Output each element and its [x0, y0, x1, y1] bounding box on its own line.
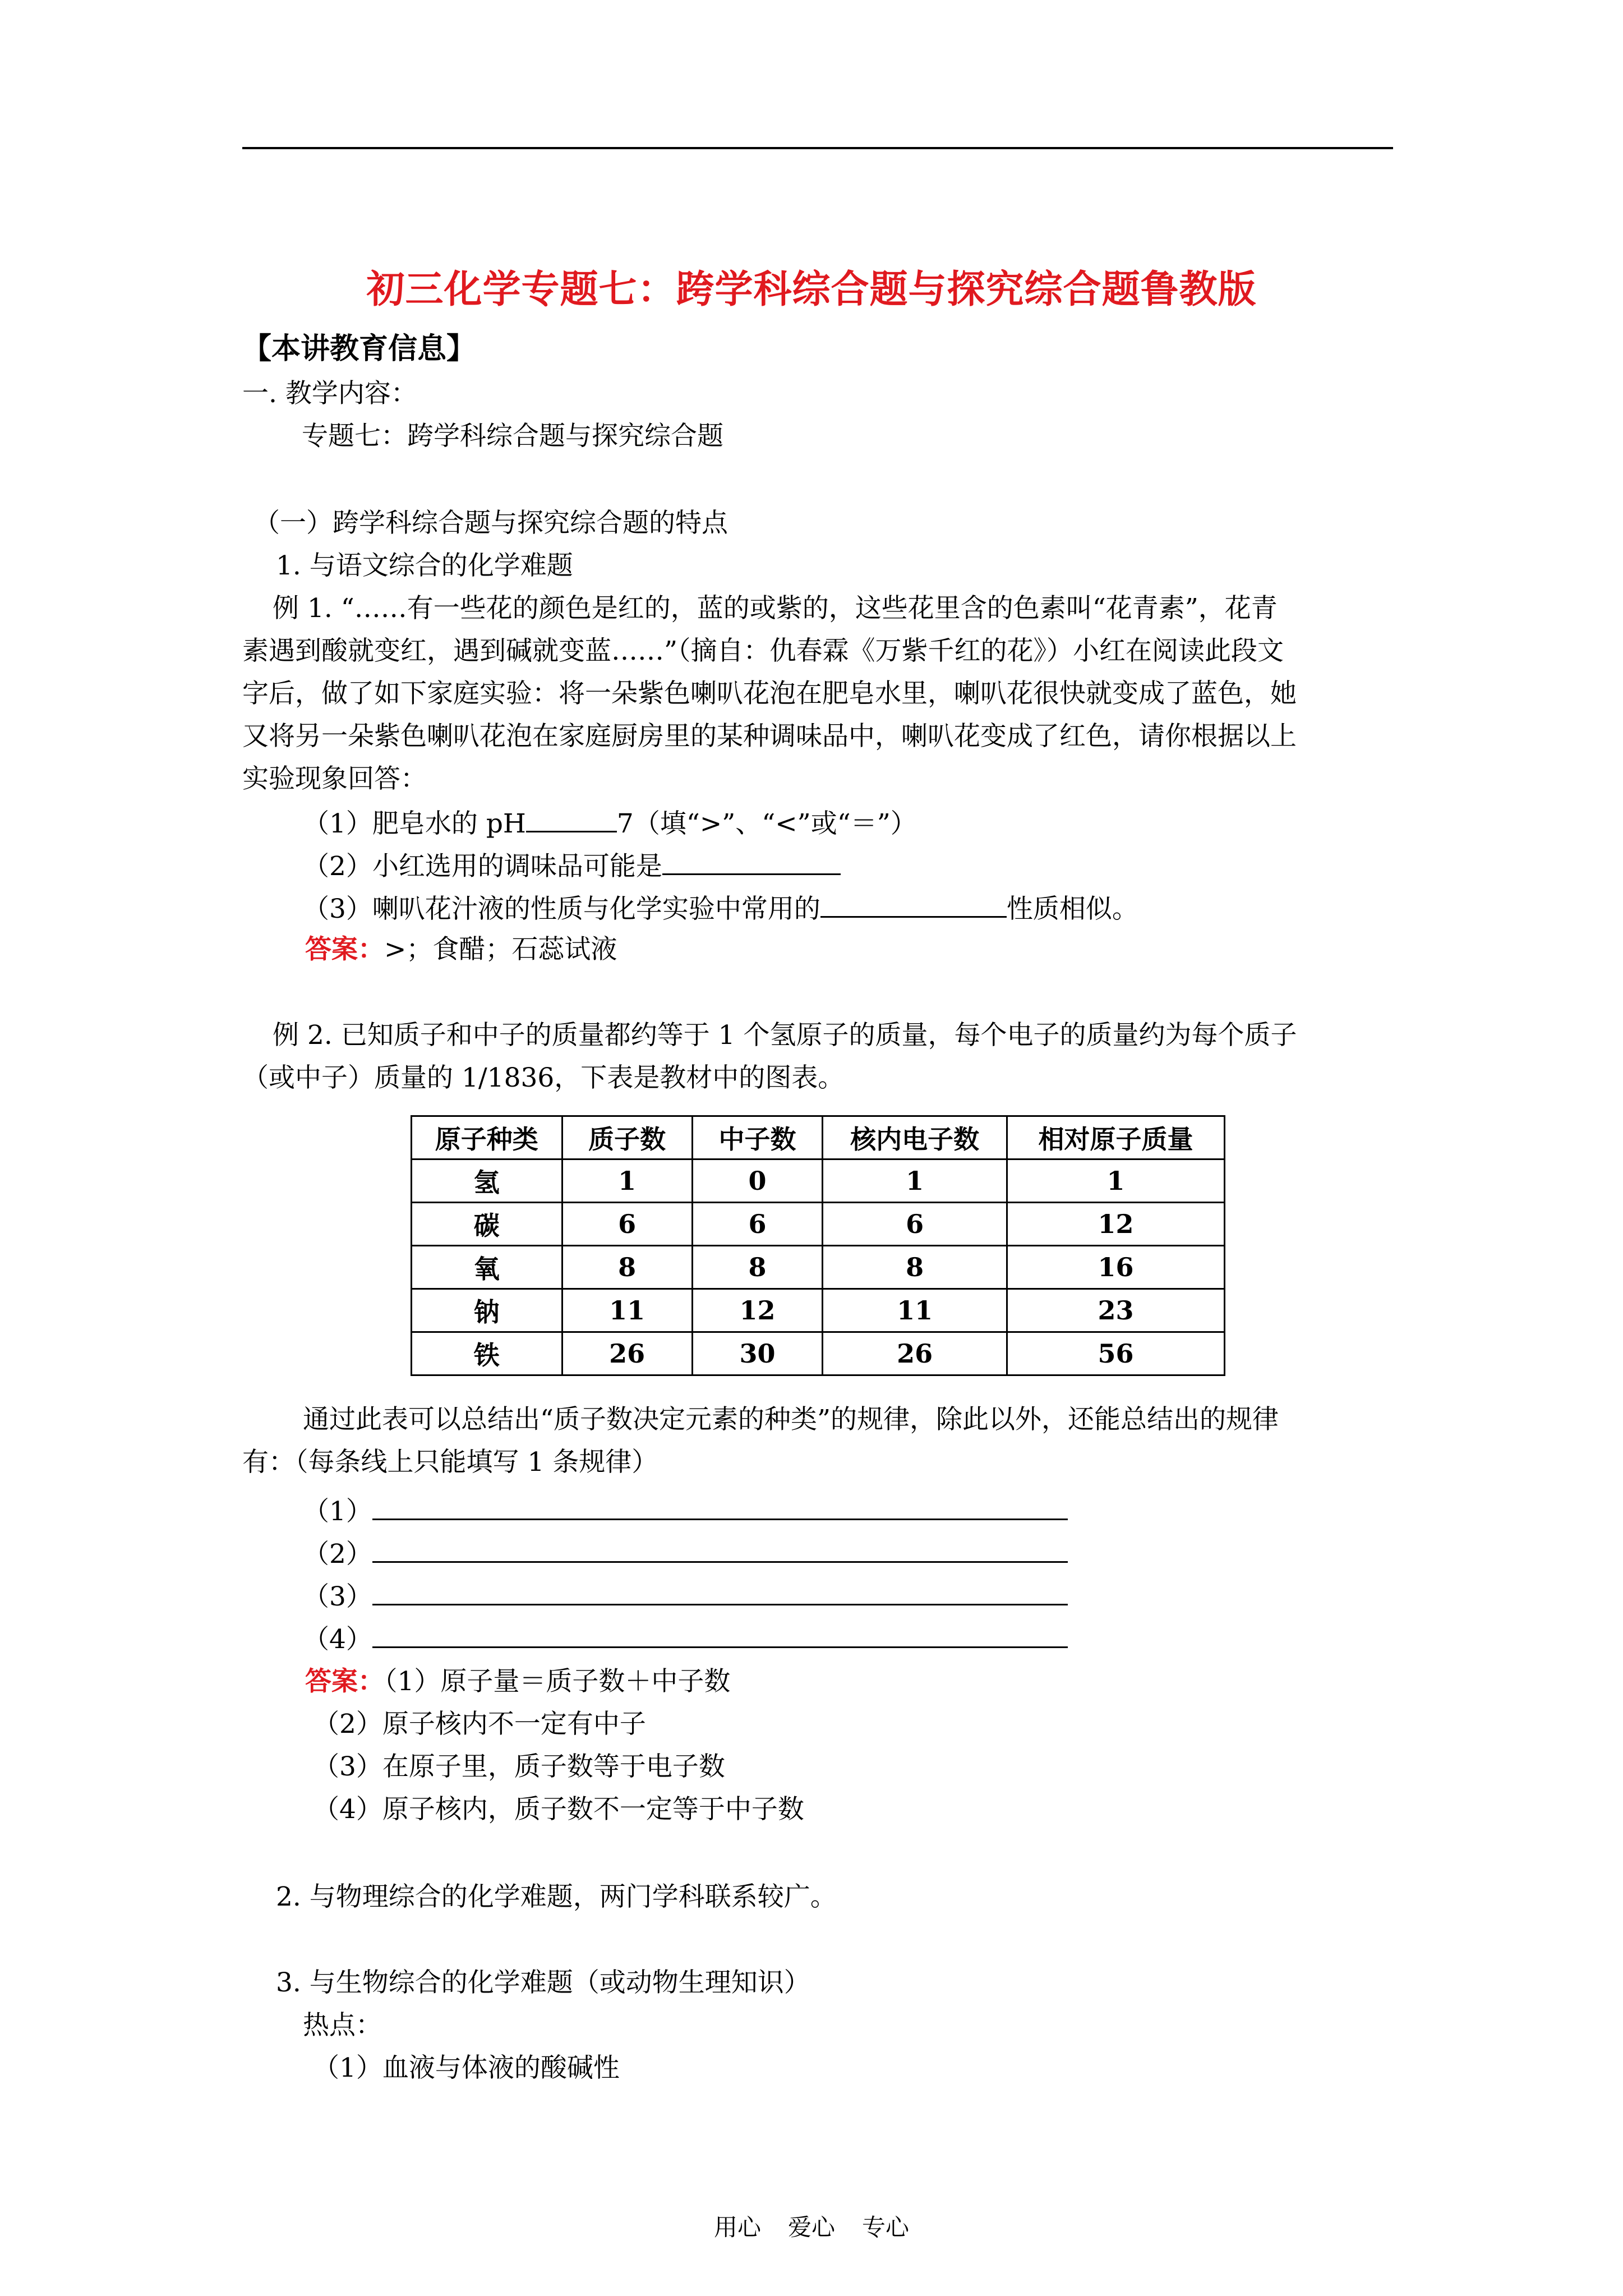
table-cell: 56: [1007, 1332, 1225, 1375]
answer-line-4: （4）原子核内，质子数不一定等于中子数: [313, 1794, 804, 1825]
table-cell: 11: [823, 1289, 1007, 1332]
table-row: [412, 1246, 1225, 1289]
atom-table: [411, 1115, 1225, 1376]
item1-heading: 1. 与语文综合的化学难题: [276, 550, 573, 581]
table-cell: 1: [562, 1159, 692, 1203]
question-1-suffix: 7（填“>”、“<”或“＝”）: [616, 808, 917, 839]
table-cell: 6: [823, 1203, 1007, 1246]
table-cell: 30: [692, 1332, 822, 1375]
example1-question-1: [303, 805, 917, 841]
answer-label: 答案：: [305, 1666, 384, 1697]
example1-line-2: 素遇到酸就变红，遇到碱就变蓝……”（摘自：仇春霖《万紫千红的花》）小红在阅读此段文: [242, 636, 1284, 666]
footer-word: 用心: [713, 2214, 761, 2241]
example1-question-2: [303, 848, 841, 884]
rule-blank-3: [303, 1578, 1068, 1614]
table-header-cell: 原子种类: [412, 1116, 562, 1159]
table-cell: 6: [562, 1203, 692, 1246]
table-cell: 23: [1007, 1289, 1225, 1332]
question-3-suffix: 性质相似。: [1006, 894, 1138, 924]
example1-line-1: 例 1. “……有一些花的颜色是红的，蓝的或紫的，这些花里含的色素叫“花青素”，花青: [273, 593, 1278, 624]
table-cell: 1: [1007, 1159, 1225, 1203]
blank-number: （3）: [303, 1581, 372, 1612]
example2-after-line-2: 有：（每条线上只能填写 1 条规律）: [242, 1447, 658, 1478]
answer-line-2: （2）原子核内不一定有中子: [313, 1709, 646, 1740]
answer-blank: [372, 1578, 1068, 1605]
table-row: [412, 1289, 1225, 1332]
example2-line-1: 例 2. 已知质子和中子的质量都约等于 1 个氢原子的质量，每个电子的质量约为每个质子: [273, 1020, 1297, 1051]
answer-blank: [372, 1493, 1068, 1520]
example2-after-line-1: 通过此表可以总结出“质子数决定元素的种类”的规律，除此以外，还能总结出的规律: [303, 1404, 1279, 1435]
example1-line-4: 又将另一朵紫色喇叭花泡在家庭厨房里的某种调味品中，喇叭花变成了红色，请你根据以上: [242, 721, 1297, 752]
example1-line-3: 字后，做了如下家庭实验：将一朵紫色喇叭花泡在肥皂水里，喇叭花很快就变成了蓝色，她: [242, 678, 1297, 709]
table-cell: 8: [562, 1246, 692, 1289]
item3-heading: 3. 与生物综合的化学难题（或动物生理知识）: [276, 1967, 810, 1998]
answer-text: （1）原子量＝质子数＋中子数: [384, 1666, 731, 1697]
table-header-cell: 质子数: [562, 1116, 692, 1159]
answer-blank: [372, 1535, 1068, 1563]
blank-number: （2）: [303, 1539, 372, 1570]
question-2-text: （2）小红选用的调味品可能是: [303, 851, 662, 882]
table-cell: 12: [1007, 1203, 1225, 1246]
table-header-cell: 核内电子数: [823, 1116, 1007, 1159]
table-cell: 11: [562, 1289, 692, 1332]
hotspot-label: 热点：: [303, 2010, 382, 2041]
part1-heading: （一）跨学科综合题与探究综合题的特点: [253, 508, 728, 539]
table-cell: 1: [823, 1159, 1007, 1203]
example1-line-5: 实验现象回答：: [242, 763, 427, 794]
answer-blank: [662, 848, 841, 875]
table-cell: 16: [1007, 1246, 1225, 1289]
table-cell: 氢: [412, 1159, 562, 1203]
rule-blank-1: [303, 1493, 1068, 1529]
example1-question-3: [303, 890, 1138, 926]
answer-text: >；食醋；石蕊试液: [384, 934, 617, 965]
content-heading: 一. 教学内容：: [242, 378, 417, 409]
topic-line: 专题七：跨学科综合题与探究综合题: [302, 421, 723, 452]
footer-word: 爱心: [787, 2214, 835, 2241]
table-cell: 8: [823, 1246, 1007, 1289]
table-row: [412, 1159, 1225, 1203]
section-header: 【本讲教育信息】: [242, 332, 476, 366]
table-cell: 6: [692, 1203, 822, 1246]
header-rule: [242, 147, 1393, 149]
table-cell: 12: [692, 1289, 822, 1332]
table-cell: 8: [692, 1246, 822, 1289]
answer-blank: [372, 1621, 1068, 1648]
blank-number: （1）: [303, 1496, 372, 1527]
question-1-text: （1）肥皂水的 pH: [303, 808, 526, 839]
footer-word: 专心: [862, 2214, 910, 2241]
page-footer: [0, 2209, 1623, 2243]
table-cell: 氧: [412, 1246, 562, 1289]
example1-answer: [305, 933, 617, 967]
answer-label: 答案：: [305, 934, 384, 965]
table-cell: 26: [562, 1332, 692, 1375]
table-header-row: [412, 1116, 1225, 1159]
example2-line-2: （或中子）质量的 1/1836，下表是教材中的图表。: [242, 1062, 845, 1093]
table-row: [412, 1203, 1225, 1246]
blank-number: （4）: [303, 1624, 372, 1655]
hotspot-item-1: （1）血液与体液的酸碱性: [313, 2053, 620, 2083]
table-header-cell: 相对原子质量: [1007, 1116, 1225, 1159]
table-header-cell: 中子数: [692, 1116, 822, 1159]
answer-blank: [820, 890, 1007, 918]
table-cell: 碳: [412, 1203, 562, 1246]
table-cell: 0: [692, 1159, 822, 1203]
item2-line: 2. 与物理综合的化学难题，两门学科联系较广。: [276, 1881, 837, 1912]
rule-blank-4: [303, 1621, 1068, 1657]
table-cell: 钠: [412, 1289, 562, 1332]
table-cell: 铁: [412, 1332, 562, 1375]
example2-answer: [305, 1665, 730, 1699]
rule-blank-2: [303, 1535, 1068, 1571]
question-3-text: （3）喇叭花汁液的性质与化学实验中常用的: [303, 894, 820, 924]
page-title: 初三化学专题七：跨学科综合题与探究综合题鲁教版: [366, 267, 1257, 312]
table-cell: 26: [823, 1332, 1007, 1375]
answer-line-3: （3）在原子里，质子数等于电子数: [313, 1751, 725, 1782]
answer-blank: [526, 805, 617, 832]
table-row: [412, 1332, 1225, 1375]
